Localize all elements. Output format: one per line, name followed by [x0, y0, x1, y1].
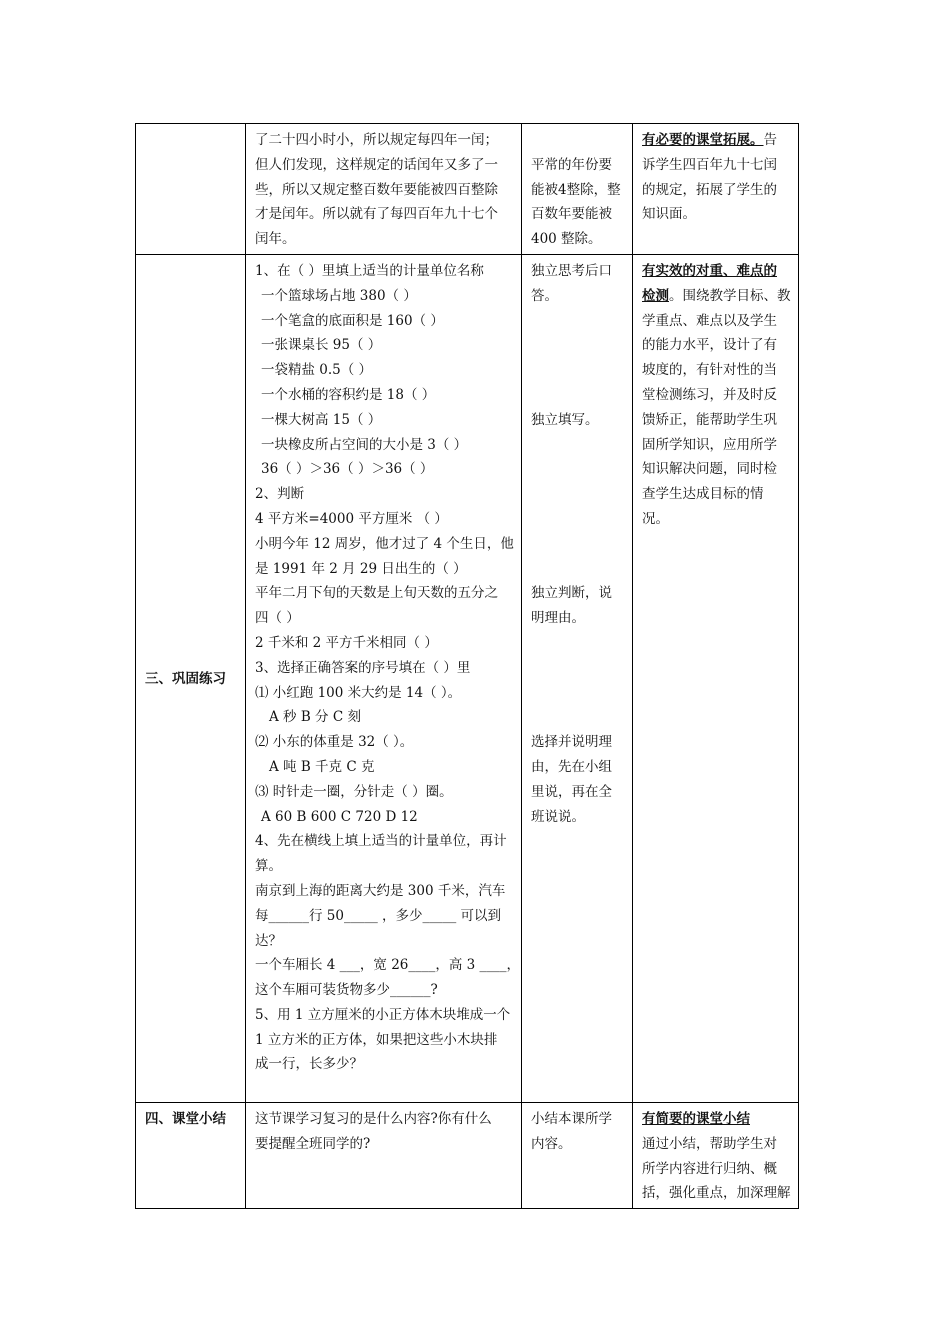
evaluation-line: 堂检测练习，并及时反: [642, 386, 777, 403]
evaluation-title: 有简要的课堂小结: [642, 1110, 750, 1127]
content-line: 闰年。: [255, 231, 296, 248]
activity-line: 独立判断，说: [531, 585, 612, 602]
evaluation-line: [642, 128, 790, 153]
exercise-line: 是 1991 年 2 月 29 日出生的（ ）: [255, 560, 467, 577]
activity-line: 班说说。: [531, 808, 585, 825]
activity-line: 百数年要能被: [531, 206, 612, 223]
exercise-line: A 60 B 600 C 720 D 12: [261, 808, 418, 825]
exercise-line: 2 千米和 2 平方千米相同（ ）: [255, 634, 438, 651]
content-line: 要提醒全班同学的?: [255, 1135, 371, 1152]
stage-cell: 三、巩固练习: [136, 254, 246, 1102]
stage-cell: 四、课堂小结: [136, 1102, 246, 1208]
exercise-line: 每______行 50_____ ，多少_____ 可以到: [255, 907, 502, 924]
lesson-plan-table: [135, 123, 799, 1209]
exercise-line: A 秒 B 分 C 刻: [269, 709, 361, 726]
content-cell: [246, 1102, 522, 1208]
activity-line: 平常的年份要: [531, 156, 612, 173]
exercise-line: ⑶ 时针走一圈，分针走（ ）圈。: [255, 783, 453, 800]
evaluation-line: 查学生达成目标的情: [642, 486, 764, 503]
content-cell: [246, 124, 522, 255]
activity-line: 独立填写。: [531, 411, 599, 428]
exercise-line: 小明今年 12 周岁，他才过了 4 个生日，他: [255, 535, 514, 552]
content-cell: [246, 254, 522, 1102]
activity-cell: [522, 124, 633, 255]
evaluation-line: 括，强化重点，加深理解: [642, 1185, 791, 1202]
exercise-line: 南京到上海的距离大约是 300 千米，汽车: [255, 882, 506, 899]
exercise-line: 成一行，长多少？: [255, 1056, 363, 1073]
evaluation-line: 的能力水平，设计了有: [642, 337, 777, 354]
evaluation-line: 知识面。: [642, 206, 696, 223]
exercise-line: 36（ ）＞36（ ）＞36（ ）: [261, 461, 434, 478]
content-line: 些，所以又规定整百数年要能被四百整除: [255, 181, 498, 198]
row-summary: [136, 1102, 799, 1208]
exercise-line: 平年二月下旬的天数是上旬天数的五分之: [255, 585, 498, 602]
exercise-line: 一张课桌长 95（ ）: [261, 337, 382, 354]
exercise-line: 一袋精盐 0.5（ ）: [261, 362, 373, 379]
evaluation-line: 况。: [642, 510, 669, 527]
exercise-line: 一个篮球场占地 380（ ）: [261, 287, 417, 304]
exercise-line: 达？: [255, 932, 282, 949]
exercise-line: 四（ ）: [255, 610, 300, 627]
evaluation-line: 的规定，拓展了学生的: [642, 181, 777, 198]
content-line: 了二十四小时小，所以规定每四年一闰；: [255, 132, 498, 148]
activity-line: 里说，再在全: [531, 783, 612, 800]
exercise-line: 1、在（ ）里填上适当的计量单位名称: [255, 262, 484, 279]
exercise-line: A 吨 B 千克 C 克: [269, 758, 375, 775]
evaluation-line: 诉学生四百年九十七闰: [642, 156, 777, 173]
evaluation-line: 知识解决问题，同时检: [642, 461, 777, 478]
exercise-line: 算。: [255, 858, 282, 875]
exercise-line: 4 平方米=4000 平方厘米 （ ）: [255, 510, 448, 527]
exercise-line: 一个车厢长 4 ___，宽 26____，高 3 ____，: [255, 957, 521, 974]
activity-line: 小结本课所学: [531, 1110, 612, 1127]
evaluation-line: 学重点、难点以及学生: [642, 312, 777, 329]
evaluation-line: 馈矫正，能帮助学生巩: [642, 411, 777, 428]
activity-line: [531, 128, 624, 153]
evaluation-title: 检测: [642, 287, 669, 304]
exercise-line: 一块橡皮所占空间的大小是 3（ ）: [261, 436, 468, 453]
content-line: 但人们发现，这样规定的话闰年又多了一: [255, 156, 498, 173]
evaluation-line: 坡度的，有针对性的当: [642, 362, 777, 379]
evaluation-line: 通过小结，帮助学生对: [642, 1135, 777, 1152]
row-practice: [136, 254, 799, 1102]
exercise-line: 3、选择正确答案的序号填在（ ）里: [255, 659, 471, 676]
evaluation-cell: [633, 124, 799, 255]
content-line: 这节课学习复习的是什么内容?你有什么: [255, 1110, 492, 1127]
evaluation-line: 固所学知识，应用所学: [642, 436, 777, 453]
exercise-line: 这个车厢可装货物多少______?: [255, 982, 438, 999]
activity-cell: [522, 254, 633, 1102]
exercise-line: 4、先在横线上填上适当的计量单位，再计: [255, 833, 507, 850]
exercise-line: 2、判断: [255, 486, 305, 503]
evaluation-text: 告: [763, 132, 777, 148]
activity-line: 明理由。: [531, 610, 585, 627]
evaluation-title: 有实效的对重、难点的: [642, 262, 777, 279]
activity-line: 答。: [531, 287, 558, 304]
exercise-line: 1 立方米的正方体，如果把这些小木块排: [255, 1031, 498, 1048]
activity-line: 内容。: [531, 1135, 572, 1152]
content-line: 才是闰年。所以就有了每四百年九十七个: [255, 206, 498, 223]
evaluation-title: 有必要的课堂拓展。: [642, 132, 764, 148]
exercise-line: ⑴ 小红跑 100 米大约是 14（ ）。: [255, 684, 462, 701]
activity-line: 能被4整除，整: [531, 181, 621, 198]
exercise-line: 一棵大树高 15（ ）: [261, 411, 382, 428]
exercise-line: ⑵ 小东的体重是 32（ ）。: [255, 734, 414, 751]
evaluation-cell: [633, 254, 799, 1102]
exercise-line: 一个笔盒的底面积是 160（ ）: [261, 312, 444, 329]
activity-line: 独立思考后口: [531, 262, 612, 279]
evaluation-text: 。围绕教学目标、教: [669, 287, 791, 304]
evaluation-cell: [633, 1102, 799, 1208]
activity-line: 由，先在小组: [531, 758, 612, 775]
activity-line: 400 整除。: [531, 231, 602, 248]
evaluation-line: 所学内容进行归纳、概: [642, 1160, 777, 1177]
exercise-line: 5、用 1 立方厘米的小正方体木块堆成一个: [255, 1006, 511, 1023]
activity-cell: [522, 1102, 633, 1208]
stage-cell: [136, 124, 246, 255]
row-leap-year-extension: [136, 124, 799, 255]
exercise-line: 一个水桶的容积约是 18（ ）: [261, 386, 436, 403]
activity-line: 选择并说明理: [531, 734, 612, 751]
evaluation-line: [642, 284, 790, 309]
